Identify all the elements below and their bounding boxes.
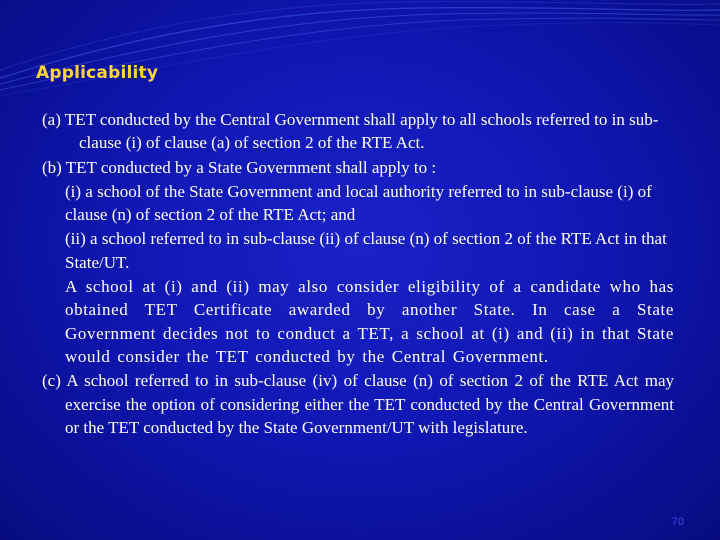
decorative-wave-lines (0, 0, 720, 110)
paragraph-b: (b) TET conducted by a State Government shall apply to : (42, 157, 437, 177)
paragraph-b-ii: (ii) a school referred to in sub-clause (ii) of clause (n) of section 2 of the RTE Act in that State/UT. (65, 229, 667, 272)
paragraph-b-note: A school at (i) and (ii) may also consider eligibility of a candidate who has obtained TET Certificate awarded by another State. In case a State Government decides not to conduct a TET, a school at (i) and (ii) in that State would consider the TET conducted by the Central Government. (65, 277, 674, 366)
slide-body (42, 108, 674, 440)
page-number: 70 (671, 516, 684, 528)
slide-title: Applicability (36, 63, 159, 83)
paragraph-a: (a) TET conducted by the Central Government shall apply to all schools referred to in sub-clause (i) of clause (a) of section 2 of the RTE Act. (42, 110, 659, 153)
paragraph-b-i: (i) a school of the State Government and local authority referred to in sub-clause (i) of clause (n) of section 2 of the RTE Act; and (65, 181, 652, 225)
paragraph-c: (c) A school referred to in sub-clause (iv) of clause (n) of section 2 of the RTE Act may exercise the option of considering either the TET conducted by the Central Government or the TET conducted by the State Government/UT with legislature. (42, 371, 674, 437)
